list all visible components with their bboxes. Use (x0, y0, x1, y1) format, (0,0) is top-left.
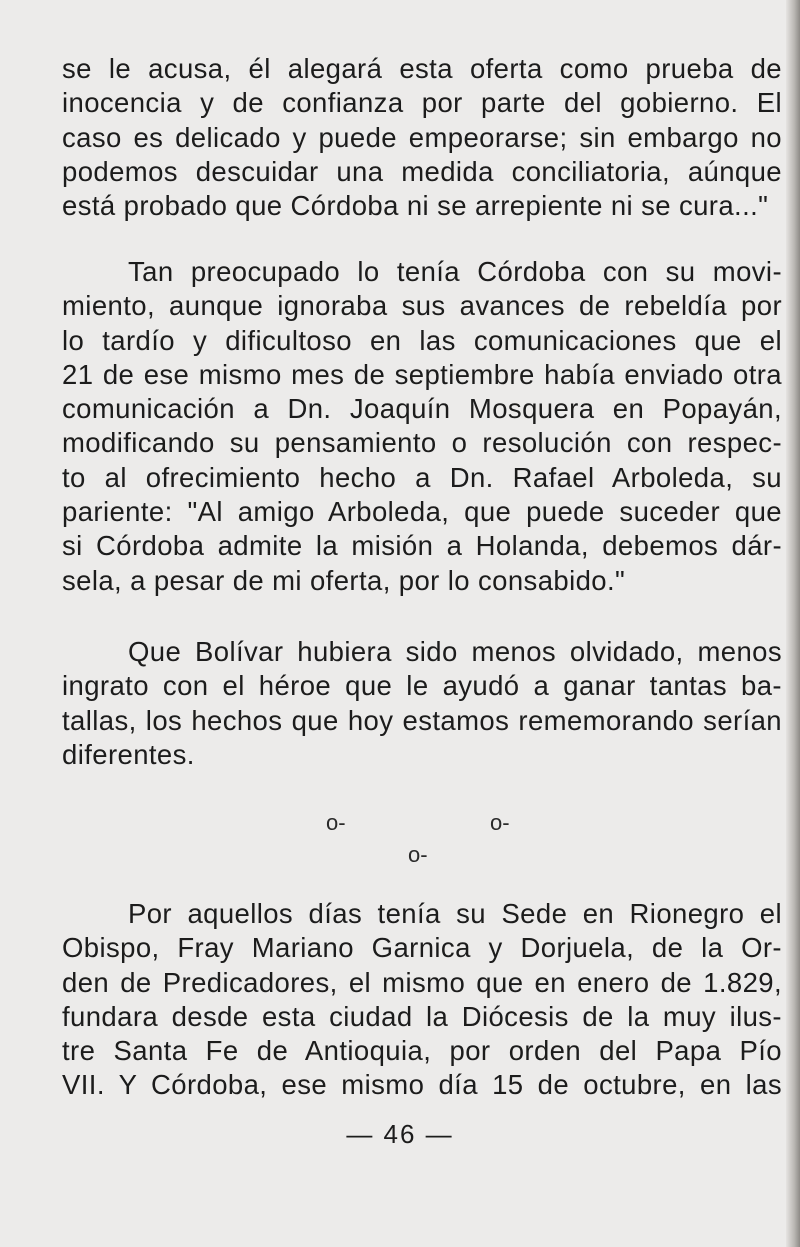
text-line: miento, aunque ignoraba sus avances de rebeldía por (62, 290, 782, 322)
text-line: tallas, los hechos que hoy estamos rememorando serían (62, 704, 782, 736)
text-line: lo tardío y dificultoso en las comunicaciones que el (62, 324, 782, 356)
text-line: comunicación a Dn. Joaquín Mosquera en Popayán, (62, 393, 782, 425)
text-line: VII. Y Córdoba, ese mismo día 15 de octubre, en las (62, 1069, 782, 1101)
text-line: modificando su pensamiento o resolución con respec- (62, 427, 782, 459)
paragraph-1 (62, 52, 782, 223)
text-line: sela, a pesar de mi oferta, por lo consabido." (62, 564, 626, 596)
text-line: pariente: "Al amigo Arboleda, que puede suceder que (62, 496, 782, 528)
page-edge-shadow (786, 0, 800, 1247)
separator-mark: o- (408, 842, 428, 867)
separator-mark: o- (326, 810, 346, 835)
paragraph-2 (62, 255, 782, 598)
text-line: está probado que Córdoba ni se arrepiente ni se cura..." (62, 190, 769, 222)
text-line: se le acusa, él alegará esta oferta como prueba de (62, 53, 782, 84)
paragraph-3 (62, 635, 782, 772)
text-line: Por aquellos días tenía su Sede en Rionegro el (128, 898, 782, 929)
text-line: caso es delicado y puede empeorarse; sin embargo no (62, 121, 782, 153)
text-line: Que Bolívar hubiera sido menos olvidado, menos (128, 636, 782, 667)
text-line: inocencia y de confianza por parte del gobierno. El (62, 87, 782, 119)
text-line: diferentes. (62, 738, 195, 770)
text-line: si Córdoba admite la misión a Holanda, debemos dár- (62, 530, 782, 562)
text-line: fundara desde esta ciudad la Diócesis de la muy ilus- (62, 1000, 782, 1032)
page-number: — 46 — (346, 1119, 454, 1149)
text-line: 21 de ese mismo mes de septiembre había enviado otra (62, 358, 782, 390)
text-line: ingrato con el héroe que le ayudó a ganar tantas ba- (62, 670, 782, 702)
text-line: podemos descuidar una medida conciliatoria, aúnque (62, 155, 782, 187)
text-line: to al ofrecimiento hecho a Dn. Rafael Arboleda, su (62, 461, 782, 493)
separator-mark: o- (490, 810, 510, 835)
paragraph-4 (62, 897, 782, 1103)
text-line: tre Santa Fe de Antioquia, por orden del Papa Pío (62, 1035, 782, 1067)
text-line: Tan preocupado lo tenía Córdoba con su movi- (128, 256, 782, 287)
text-line: Obispo, Fray Mariano Garnica y Dorjuela, de la Or- (62, 932, 782, 964)
text-line: den de Predicadores, el mismo que en enero de 1.829, (62, 966, 782, 998)
